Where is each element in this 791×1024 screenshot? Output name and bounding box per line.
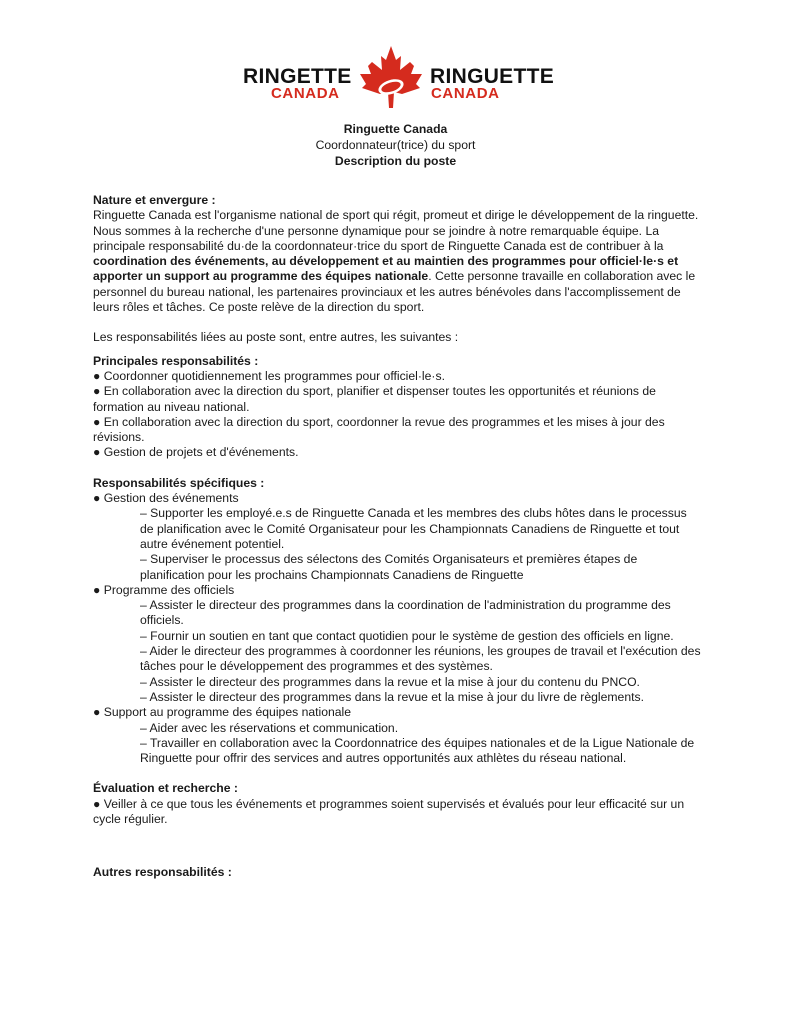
- logo-fr-line1: RINGUETTE: [430, 65, 555, 88]
- list-item: ● Veiller à ce que tous les événements et programmes soient supervisés et évalués pour leur efficacité sur un cycle régulier.: [93, 796, 685, 826]
- organization-name: Ringuette Canada: [343, 122, 448, 136]
- list-item: ● Coordonner quotidiennement les programmes pour officiel·le·s.: [93, 368, 445, 383]
- list-item: – Fournir un soutien en tant que contact quotidien pour le système de gestion des officiels en ligne.: [140, 628, 674, 643]
- list-item: – Aider avec les réservations et communication.: [140, 720, 399, 735]
- list-item: – Assister le directeur des programmes dans la coordination de l'administration du programme des officiels.: [140, 598, 671, 628]
- document-type: Description du poste: [334, 154, 457, 168]
- list-item: – Assister le directeur des programmes dans la revue et la mise à jour du contenu du PNCO.: [140, 674, 640, 689]
- nature-text-start: Ringuette Canada est l'organisme national de sport qui régit, promeut et dirige le développement de la ringuette. Nous sommes à la recherche d'une personne dynamique pour se joindre à notre remarquable équipe. La principale responsabilité du·de la coordonnateur·trice du sport de Ringuette Canada est de contribuer à la: [93, 208, 699, 253]
- logo-fr-line2: CANADA: [431, 85, 500, 102]
- document-header: [0, 121, 791, 169]
- nature-text-end: . Cette personne travaille en collaboration avec le personnel du bureau national, les partenaires provinciaux et les autres bénévoles dans l'accomplissement de leurs rôles et tâches. Ce poste relève de la direction du sport.: [93, 269, 696, 315]
- list-item: – Aider le directeur des programmes à coordonner les réunions, les groupes de travail et l'exécution des tâches pour le développement des programmes et des systèmes.: [140, 644, 701, 674]
- list-item: ● En collaboration avec la direction du sport, coordonner la revue des programmes et les mises à jour des révisions.: [93, 414, 665, 445]
- job-title: Coordonnateur(trice) du sport: [315, 138, 476, 152]
- list-item: ● Gestion de projets et d'événements.: [93, 445, 299, 460]
- ringette-canada-logo: [0, 44, 791, 114]
- list-item: – Superviser le processus des sélectons des Comités Organisateurs et premières étapes de planification pour les prochains Championnats Canadiens de Ringuette: [140, 552, 638, 582]
- intro-line: Les responsabilités liées au poste sont, entre autres, les suivantes :: [93, 330, 459, 345]
- group-title: ● Support au programme des équipes nationale: [93, 705, 352, 720]
- group-title: ● Programme des officiels: [93, 582, 235, 597]
- maple-leaf-icon: [356, 44, 426, 112]
- group-title: ● Gestion des événements: [93, 491, 239, 506]
- main-responsibilities-heading: Principales responsabilités :: [93, 353, 259, 368]
- list-item: ● En collaboration avec la direction du sport, planifier et dispenser toutes les opportunités et réunions de formation au niveau national.: [93, 384, 656, 414]
- nature-paragraph: [93, 208, 703, 315]
- document-body: [93, 193, 703, 881]
- specific-responsibilities-heading: Responsabilités spécifiques :: [93, 475, 265, 490]
- nature-text-bold: coordination des événements, au développement et au maintien des programmes pour officiel·le·s et apporter un support au programme des équipes nationale: [93, 254, 679, 284]
- nature-heading: Nature et envergure :: [93, 193, 216, 207]
- list-item: – Assister le directeur des programmes dans la revue et la mise à jour du livre de règlements.: [140, 689, 644, 704]
- list-item: – Travailler en collaboration avec la Coordonnatrice des équipes nationales et de la Ligue Nationale de Ringuette pour offrir des services and autres opportunités aux athlètes du réseau national.: [140, 735, 695, 766]
- evaluation-heading: Évaluation et recherche :: [93, 781, 238, 796]
- logo-en-line1: RINGETTE: [243, 65, 352, 88]
- list-item: – Supporter les employé.e.s de Ringuette Canada et les membres des clubs hôtes dans le processus de planification avec le Comité Organisateur pour les Championnats Canadiens de Ringuette et tout autre événement potentiel.: [140, 506, 687, 551]
- other-responsibilities-heading: Autres responsabilités :: [93, 865, 232, 880]
- logo-en-line2: CANADA: [271, 85, 340, 102]
